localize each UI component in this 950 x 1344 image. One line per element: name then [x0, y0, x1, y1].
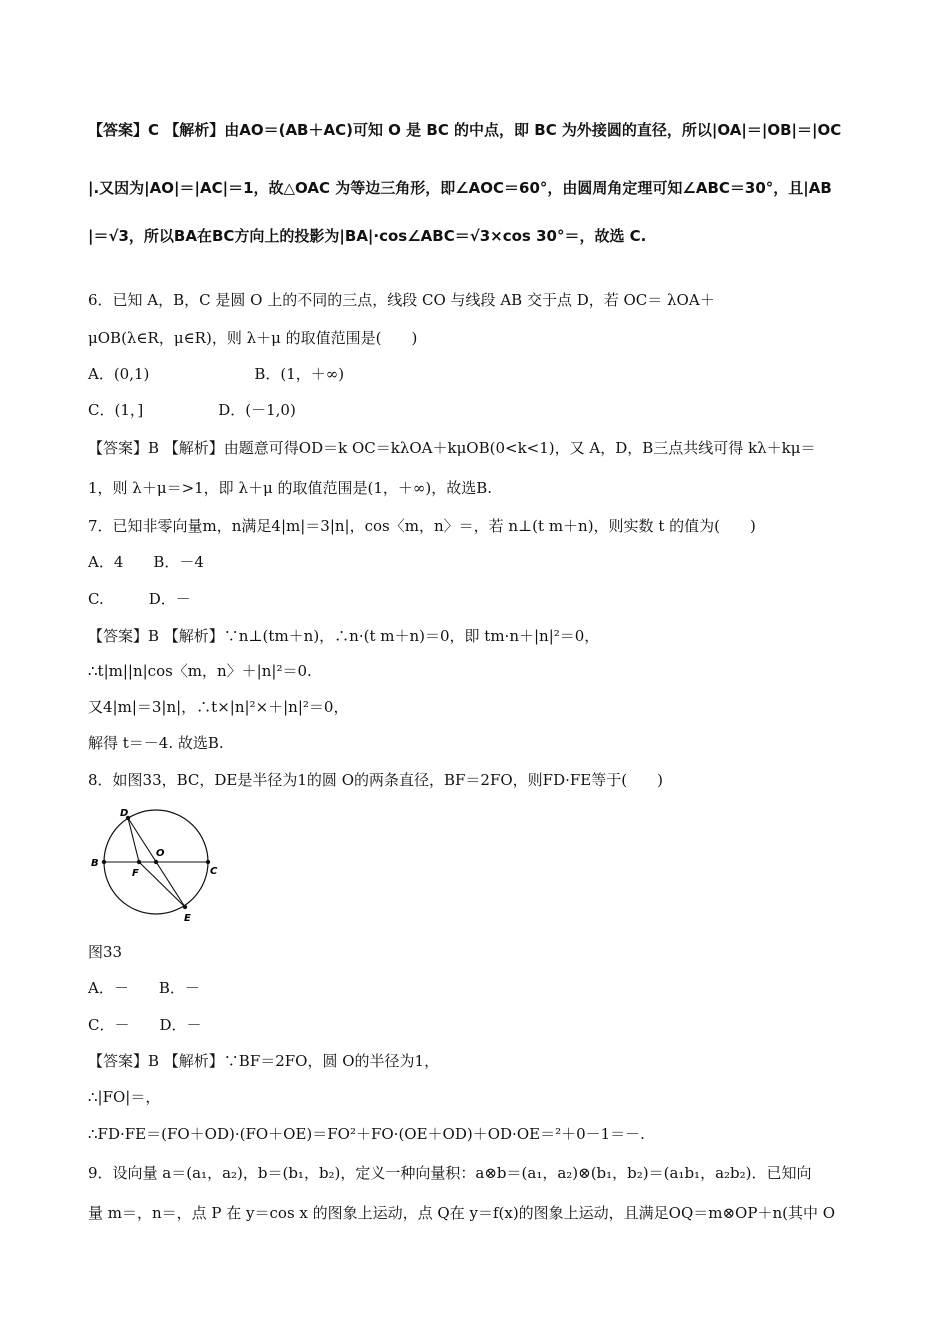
label-b: B [91, 858, 99, 869]
label-o: O [156, 848, 165, 859]
text-line: ∴FD·FE＝(FO＋OD)·(FO＋OE)＝FO²＋FO·(OE＋OD)＋OD·OE＝²＋0－1＝－. [88, 1125, 645, 1143]
text-line: ∴|FO|＝， [88, 1088, 161, 1106]
text-line: 【答案】B 【解析】由题意可得OD＝k OC＝kλOA＋kμOB(0<k<1)，又 A，D，B三点共线可得 kλ＋kμ＝ [88, 439, 816, 457]
label-d: D [120, 808, 129, 819]
label-f: F [132, 868, 139, 879]
segment-fd [128, 818, 139, 862]
text-line: μOB(λ∈R，μ∈R)，则 λ＋μ 的取值范围是( ) [88, 329, 418, 347]
figure-circle-diagram [84, 806, 220, 924]
point-c [206, 860, 210, 864]
text-line: A．(0,1) B．(1，＋∞) [88, 365, 345, 383]
text-line: C．(1，] D．(－1,0) [88, 401, 296, 419]
text-line: 【答案】B 【解析】∵n⊥(tm＋n)，∴n·(t m＋n)＝0，即 tm·n＋|n|²＝0， [88, 627, 600, 645]
text-line: C. D．－ [88, 590, 191, 608]
point-o [154, 860, 158, 864]
text-line: 9．设向量 a＝(a₁，a₂)，b＝(b₁，b₂)，定义一种向量积：a⊗b＝(a₁，a₂)⊗(b₁，b₂)＝(a₁b₁，a₂b₂)．已知向 [88, 1164, 812, 1182]
text-line: 8．如图33，BC，DE是半径为1的圆 O的两条直径，BF＝2FO，则FD·FE等于( ) [88, 771, 663, 789]
label-c: C [210, 866, 218, 877]
label-e: E [184, 913, 191, 924]
text-line: A．－ B．－ [88, 979, 200, 997]
text-line: 【答案】C 【解析】由AO＝(AB＋AC)可知 O 是 BC 的中点，即 BC 为外接圆的直径，所以|OA|＝|OB|＝|OC [88, 121, 842, 139]
text-line: 【答案】B 【解析】∵BF＝2FO，圆 O的半径为1， [88, 1052, 440, 1070]
text-line: 解得 t＝－4. 故选B. [88, 734, 224, 752]
text-line: ∴t|m||n|cos〈m，n〉＋|n|²＝0. [88, 662, 312, 680]
text-line: |.又因为|AO|＝|AC|＝1，故△OAC 为等边三角形，即∠AOC＝60°，由圆周角定理可知∠ABC＝30°，且|AB [88, 179, 832, 197]
text-line: |＝√3，所以BA在BC方向上的投影为|BA|·cos∠ABC＝√3×cos 30°＝，故选 C. [88, 227, 647, 245]
text-line: C．－ D．－ [88, 1016, 202, 1034]
text-line: 量 m＝，n＝，点 P 在 y＝cos x 的图象上运动，点 Q在 y＝f(x)的图象上运动，且满足OQ＝m⊗OP＋n(其中 O [88, 1204, 836, 1222]
text-line: A．4 B．－4 [88, 553, 204, 571]
segment-fe [139, 862, 185, 907]
point-f [137, 860, 141, 864]
text-line: 1，则 λ＋μ＝>1，即 λ＋μ 的取值范围是(1，＋∞)，故选B. [88, 479, 493, 497]
text-line: 图33 [88, 943, 123, 961]
text-line: 6．已知 A，B，C 是圆 O 上的不同的三点，线段 CO 与线段 AB 交于点 D，若 OC＝ λOA＋ [88, 291, 715, 309]
point-b [102, 860, 106, 864]
point-e [183, 905, 187, 909]
text-line: 又4|m|＝3|n|，∴t×|n|²×＋|n|²＝0， [88, 698, 349, 716]
text-line: 7．已知非零向量m，n满足4|m|＝3|n|，cos〈m，n〉＝，若 n⊥(t m＋n)，则实数 t 的值为( ) [88, 517, 756, 535]
